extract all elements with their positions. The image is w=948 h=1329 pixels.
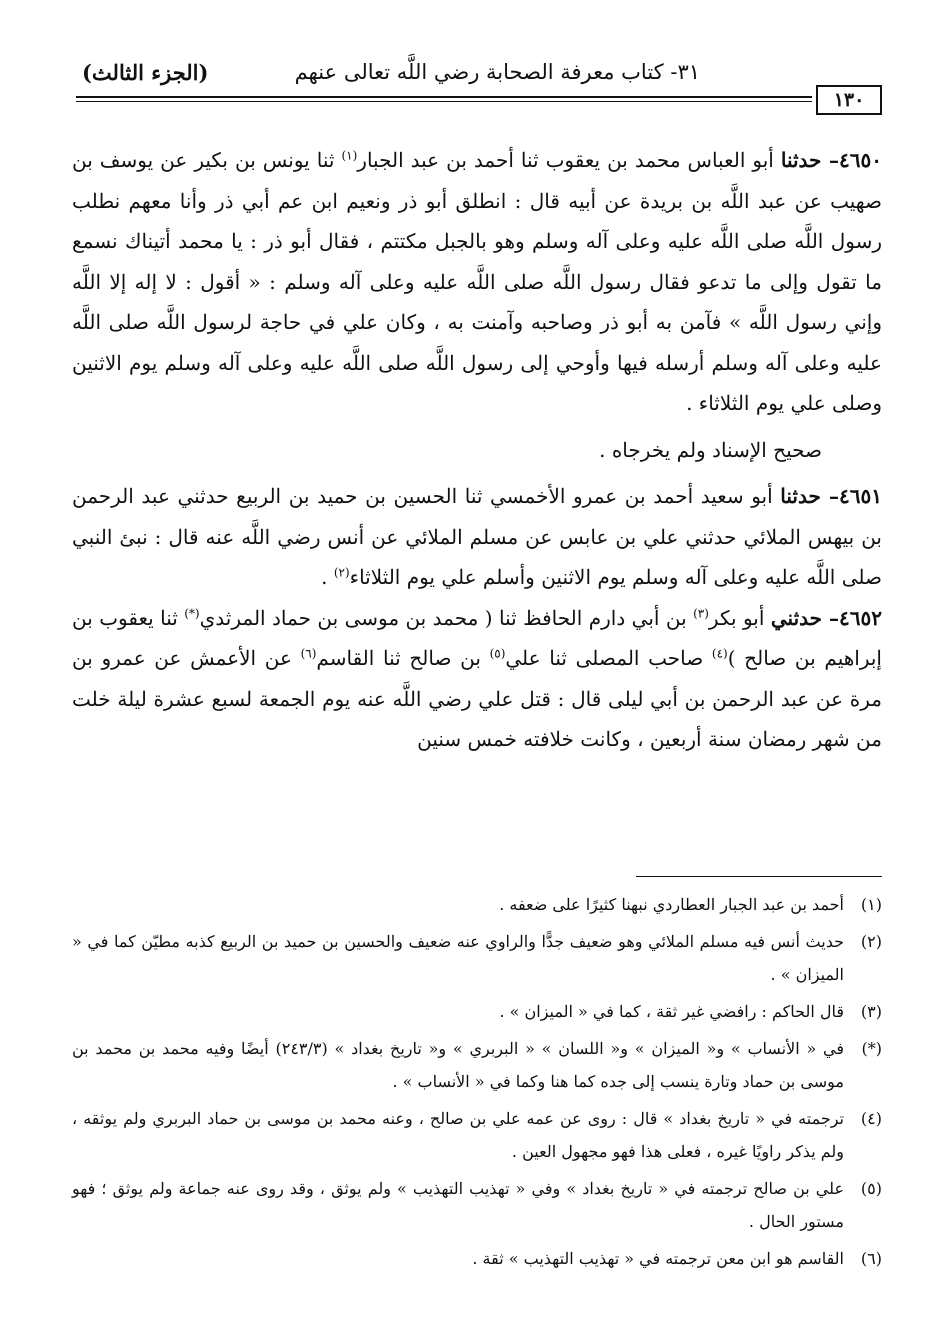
header-rule-thin: [76, 101, 812, 102]
hadith-verdict: صحيح الإسناد ولم يخرجاه .: [599, 437, 822, 462]
footnote-text: القاسم هو ابن معن ترجمته في « تهذيب التهذيب » ثقة .: [472, 1249, 844, 1268]
main-text: [72, 140, 882, 760]
volume-label: (الجزء الثالث): [82, 60, 209, 85]
header-rule: [76, 96, 812, 98]
footnote-text: علي بن صالح ترجمته في « تاريخ بغداد » وفي « تهذيب التهذيب » ولم يوثق ، وقد روى عنه جماعة ولم يوثق ؛ فهو مستور الحال .: [72, 1179, 844, 1231]
footnotes: [72, 888, 882, 1279]
hadith-text: بن أبي دارم الحافظ ثنا ( محمد بن موسى بن حماد المرثدي: [199, 605, 694, 630]
hadith-text: أبو سعيد أحمد بن عمرو الأخمسي ثنا الحسين بن حميد بن الربيع حدثني عبد الرحمن بن بيهس الملائي حدثني علي بن عابس عن مسلم الملائي عن أنس رضي اللَّه عنه قال : نبئ النبي صلى اللَّه عليه وعلى آله وسلم يوم الاثنين وأسلم علي يوم الثلاثاء: [72, 484, 882, 589]
hadith-text: صاحب المصلى ثنا علي: [505, 646, 712, 670]
running-header: [76, 52, 882, 112]
footnote-ref: (٦): [300, 646, 317, 661]
hadith-number: ٤٦٥٠: [839, 148, 882, 172]
hadith-text: بن صالح ثنا القاسم: [316, 646, 490, 670]
hadith-4651: [72, 476, 882, 598]
hadith-number: ٤٦٥٢: [839, 605, 882, 630]
hadith-text: أبو العباس محمد بن يعقوب ثنا أحمد بن عبد الجبار: [357, 148, 781, 172]
hadith-text: ثنا يونس بن بكير عن يوسف بن صهيب عن عبد اللَّه بن بريدة عن أبيه قال : انطلق أبو ذر ونعيم ابن عم أبي ذر وأنا معهم نطلب رسول اللَّه صلى اللَّه عليه وعلى آله وسلم وهو بالجبل مكتتم ، فقال أبو ذر : يا محمد أتيناك نسمع ما تقول وإلى ما تدعو فقال رسول اللَّه صلى اللَّه عليه وعلى آله وسلم : « أقول : لا إله إلا اللَّه وإني رسول اللَّه » فآمن به أبو ذر وصاحبه وآمنت به ، وكان علي في حاجة لرسول اللَّه صلى اللَّه عليه وعلى آله وسلم أرسله فيها وأوحي إلى رسول اللَّه صلى اللَّه عليه وعلى آله وسلم يوم الاثنين وصلى علي يوم الثلاثاء .: [72, 148, 882, 415]
footnote-marker: (٢): [860, 932, 882, 951]
footnote-5: [72, 1172, 882, 1238]
footnote-text: قال الحاكم : رافضي غير ثقة ، كما في « الميزان » .: [499, 1002, 844, 1021]
footnote-text: في « الأنساب » و« الميزان » و« اللسان » « البربري » و« تاريخ بغداد » (٢٤٣/٣) أيضًا وفيه محمد بن محمد بن موسى بن حماد وتارة ينسب إلى جده كما هنا وكما في « الأنساب » .: [72, 1039, 845, 1091]
footnote-2: [72, 925, 882, 991]
footnote-marker: (٥): [860, 1179, 882, 1198]
hadith-text: .: [321, 565, 334, 589]
footnote-marker: (٤): [860, 1109, 882, 1128]
footnote-ref: (٤): [711, 646, 728, 661]
chapter-title: ٣١- كتاب معرفة الصحابة رضي اللَّه تعالى عنهم: [294, 60, 700, 84]
footnote-ref: (١): [341, 148, 358, 163]
footnote-1: [72, 888, 882, 921]
footnote-3: [72, 995, 882, 1028]
hadith-text: عن الأعمش عن عمرو بن مرة عن عبد الرحمن بن أبي ليلى قال : قتل علي رضي اللَّه عنه يوم الجمعة لسبع عشرة ليلة خلت من شهر رمضان سنة أربعين ، وكانت خلافته خمس سنين: [72, 646, 882, 751]
footnote-separator: [636, 876, 882, 877]
footnote-text: أحمد بن عبد الجبار العطاردي نبهنا كثيرًا على ضعفه .: [499, 895, 844, 914]
footnote-ref: (٢): [333, 565, 350, 580]
footnote-text: ترجمته في « تاريخ بغداد » قال : روى عن عمه علي بن صالح ، وعنه محمد بن موسى بن حماد البربري ولم يوثقه ، ولم يذكر راويًا غيره ، فعلى هذا فهو مجهول العين .: [72, 1109, 844, 1161]
hadith-text: ثنا يعقوب بن إبراهيم بن صالح ): [72, 605, 882, 670]
footnote-marker: (٣): [860, 1002, 882, 1021]
page-number: ١٣٠: [816, 85, 882, 115]
footnote-ref: (٣): [693, 605, 709, 620]
hadith-4652: [72, 598, 882, 760]
hadith-lead-word: – حدثني: [770, 605, 840, 630]
footnote-text: حديث أنس فيه مسلم الملائي وهو ضعيف جدًّا والراوي عنه ضعيف والحسين بن حميد بن الربيع كذبه مطيّن كما في « الميزان » .: [72, 932, 844, 984]
hadith-text: أبو بكر: [708, 605, 771, 630]
hadith-number: ٤٦٥١: [839, 484, 882, 508]
footnote-marker: (٦): [860, 1249, 882, 1268]
hadith-lead-word: – حدثنا: [780, 484, 840, 508]
footnote-6: [72, 1242, 882, 1275]
footnote-marker: (١): [860, 895, 882, 914]
hadith-lead-word: – حدثنا: [780, 148, 840, 172]
footnote-ref: (٥): [489, 646, 506, 661]
footnote-ref: (*): [184, 605, 200, 620]
footnote-star: [72, 1032, 882, 1098]
footnote-marker: (*): [861, 1039, 882, 1058]
hadith-4650: [72, 140, 882, 424]
footnote-4: [72, 1102, 882, 1168]
